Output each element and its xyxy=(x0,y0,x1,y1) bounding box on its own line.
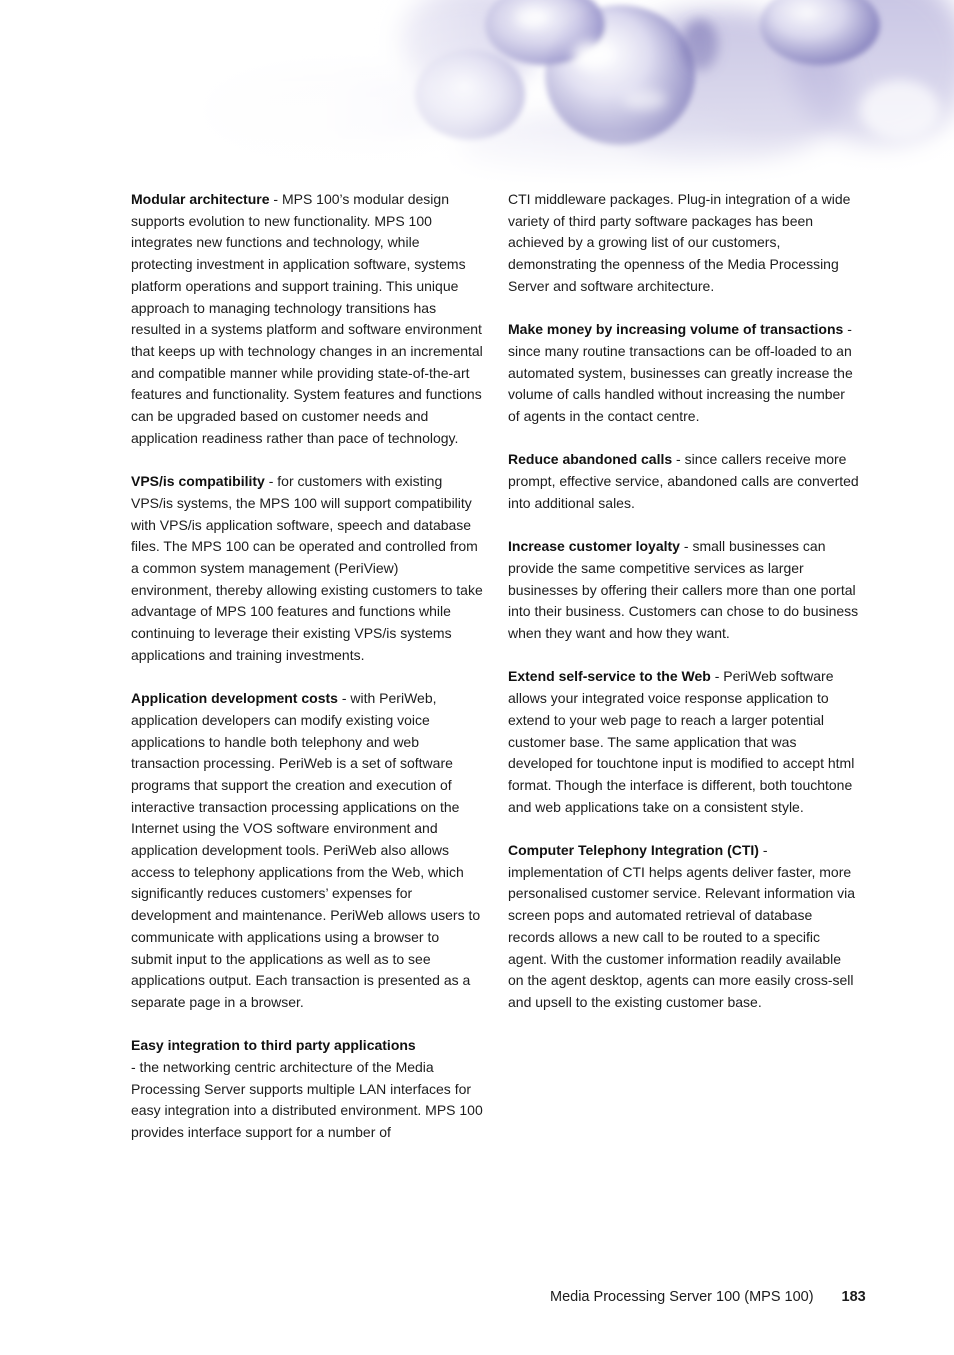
page-number: 183 xyxy=(841,1289,866,1305)
footer-title: Media Processing Server 100 (MPS 100) xyxy=(550,1289,814,1305)
paragraph-body: with PeriWeb, application developers can modify existing voice applications to handle both telephony and web transaction processing. PeriWeb is a set of software programs that support the creation and execution of interactive transaction processing applications on the Internet using the VOS software environment and application development tools. PeriWeb also allows access to telephony applications from the Web, which significantly reduces customers’ expenses for development and maintenance. PeriWeb allows users to communicate with applications using a browser to submit input to the applications as well as to see applications output. Each transaction is presented as a separate page in a browser. xyxy=(131,690,481,1010)
paragraph-cti-middleware-continued xyxy=(508,189,860,298)
paragraph-heading: Modular architecture xyxy=(131,191,270,207)
paragraph-body: PeriWeb software allows your integrated voice response application to extend to your web page to reach a larger potential customer base. The same application that was developed for touchtone input is modified to accept html format. Though the interface is different, both touchtone and web applications take on a consistent style. xyxy=(508,668,855,815)
paragraph-body: since callers receive more prompt, effective service, abandoned calls are converted into additional sales. xyxy=(508,451,859,511)
paragraph-reduce-abandoned-calls: Reduce abandoned calls - since callers receive more prompt, effective service, abandoned calls are converted into additional sales. xyxy=(508,451,859,511)
paragraph-body: MPS 100’s modular design supports evolution to new functionality. MPS 100 integrates new functions and technology, while protecting investment in application software, systems platform operations and support training. This unique approach to managing technology transitions has resulted in a systems platform and software environment that keeps up with technology changes in an incremental and compatible manner while providing state-of-the-art features and functionality. System features and functions can be upgraded based on customer needs and application readiness rather than pace of technology. xyxy=(131,191,483,446)
paragraph-body: small businesses can provide the same competitive services as larger businesses by offering their callers more than one portal into their business. Customers can chose to do business when they want and how they want. xyxy=(508,538,859,642)
abstract-spheres-graphic xyxy=(0,0,954,185)
paragraph-heading: Increase customer loyalty xyxy=(508,538,680,555)
paragraph-body: implementation of CTI helps agents deliver faster, more personalised customer service. Relevant information via screen pops and automated retrieval of database records allows a new call to be routed to a specific agent. With the customer information readily available on the agent desktop, agents can more easily cross-sell and upsell to the existing customer base. xyxy=(508,863,856,1010)
paragraph-application-development-costs: Application development costs - with PeriWeb, application developers can modify existing voice applications to handle both telephony and web transaction processing. PeriWeb is a set of software programs that support the creation and execution of interactive transaction processing applications on the Internet using the VOS software environment and application development tools. PeriWeb also allows access to telephony applications from the Web, which significantly reduces customers’ expenses for development and maintenance. PeriWeb allows users to communicate with applications using a browser to submit input to the applications as well as to see applications output. Each transaction is presented as a separate page in a browser. xyxy=(131,690,481,1010)
paragraph-heading: Application development costs xyxy=(131,690,338,707)
paragraph-make-money: Make money by increasing volume of transactions - since many routine transactions can be off-loaded to an automated system, businesses can greatly increase the volume of calls handled without increasing the number of agents in the contact centre. xyxy=(508,321,853,425)
paragraph-easy-integration xyxy=(131,1035,483,1144)
paragraph-heading: Make money by increasing volume of transactions xyxy=(508,321,844,338)
paragraph-heading: VPS/is compatibility xyxy=(131,473,265,490)
paragraph-heading: Computer Telephony Integration (CTI) xyxy=(508,842,759,859)
paragraph-body: since many routine transactions can be off-loaded to an automated system, businesses can greatly increase the volume of calls handled without increasing the number of agents in the contact centre. xyxy=(508,342,853,425)
paragraph-increase-customer-loyalty: Increase customer loyalty - small businesses can provide the same competitive services as larger businesses by offering their callers more than one portal into their business. Customers can chose to do business when they want and how they want. xyxy=(508,538,859,642)
right-column xyxy=(508,189,860,1035)
paragraph-body: for customers with existing VPS/is systems, the MPS 100 will support compatibility with VPS/is application software, speech and database files. The MPS 100 can be operated and controlled from a common system management (PeriView) environment, thereby allowing existing customers to take advantage of MPS 100 features and functions while continuing to leverage their existing VPS/is systems applications and training investments. xyxy=(131,473,483,663)
paragraph-cti: Computer Telephony Integration (CTI) - implementation of CTI helps agents deliver faster, more personalised customer service. Relevant information via screen pops and automated retrieval of database records allows a new call to be routed to a specific agent. With the customer information readily available on the agent desktop, agents can more easily cross-sell and upsell to the existing customer base. xyxy=(508,842,856,1010)
left-column xyxy=(131,189,483,1166)
paragraph-body: CTI middleware packages. Plug-in integration of a wide variety of third party software packages has been achieved by a growing list of our customers, demonstrating the openness of the Media Processing Server and software architecture. xyxy=(508,191,851,294)
paragraph-heading: Extend self-service to the Web xyxy=(508,668,711,685)
page-footer xyxy=(550,1289,866,1305)
paragraph-vps-compatibility: VPS/is compatibility - for customers with existing VPS/is systems, the MPS 100 will support compatibility with VPS/is application software, speech and database files. The MPS 100 can be operated and controlled from a common system management (PeriView) environment, thereby allowing existing customers to take advantage of MPS 100 features and functions while continuing to leverage their existing VPS/is systems applications and training investments. xyxy=(131,473,483,663)
paragraph-heading: Easy integration to third party applications xyxy=(131,1037,416,1054)
paragraph-body: - the networking centric architecture of the Media Processing Server supports multiple LAN interfaces for easy integration into a distributed environment. MPS 100 provides interface support for a number of xyxy=(131,1059,483,1141)
paragraph-heading: Reduce abandoned calls xyxy=(508,451,673,468)
paragraph-extend-self-service: Extend self-service to the Web - PeriWeb software allows your integrated voice response application to extend to your web page to reach a larger potential customer base. The same application that was developed for touchtone input is modified to accept html format. Though the interface is different, both touchtone and web applications take on a consistent style. xyxy=(508,668,855,815)
paragraph-modular-architecture: Modular architecture - MPS 100’s modular design supports evolution to new functionality. MPS 100 integrates new functions and technology, while protecting investment in application software, systems platform operations and support training. This unique approach to managing technology transitions has resulted in a systems platform and software environment that keeps up with technology changes in an incremental and compatible manner while providing state-of-the-art features and functionality. System features and functions can be upgraded based on customer needs and application readiness rather than pace of technology. xyxy=(131,191,483,446)
header-decorative-image xyxy=(0,0,954,185)
